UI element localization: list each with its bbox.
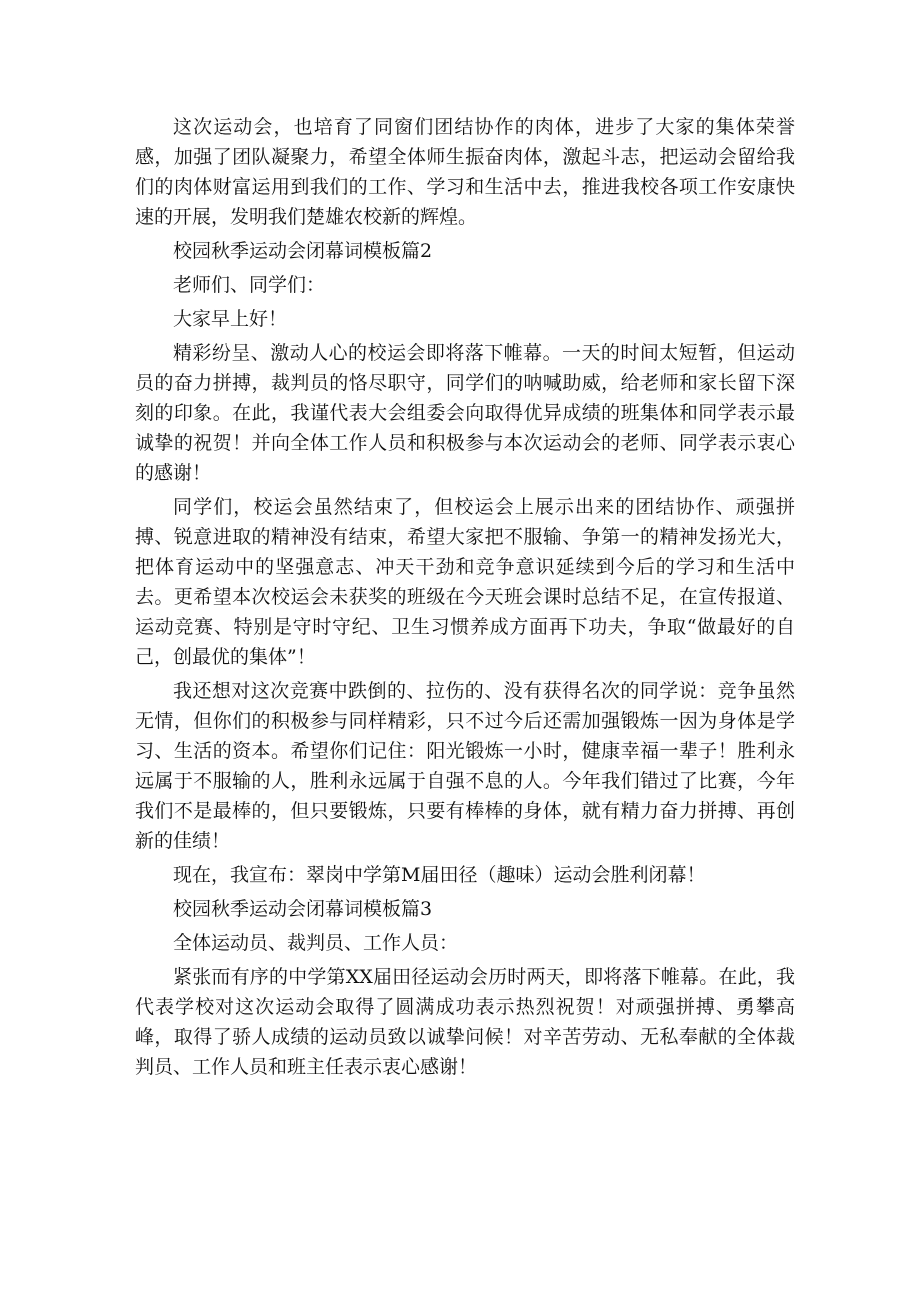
paragraph-1: 这次运动会，也培育了同窗们团结协作的肉体，进步了大家的集体荣誉感，加强了团队凝聚力，希望全体师生振奋肉体，激起斗志，把运动会留给我们的肉体财富运用到我们的工作、学习和生活中去，推进我校各项工作安康快速的开展，发明我们楚雄农校新的辉煌。 xyxy=(135,116,795,228)
paragraph-encouragement: 我还想对这次竞赛中跌倒的、拉伤的、没有获得名次的同学说：竞争虽然无情，但你们的积极参与同样精彩，只不过今后还需加强锻炼一因为身体是学习、生活的资本。希望你们记住：阳光锻炼一小时，健康幸福一辈子！胜利永远属于不服输的人，胜利永远属于自强不息的人。今年我们错过了比赛，今年我们不是最棒的，但只要锻炼，只要有棒棒的身体，就有精力奋力拼搏、再创新的佳绩！ xyxy=(135,680,795,852)
document-body xyxy=(135,112,795,1086)
paragraph-spirit: 同学们，校运会虽然结束了，但校运会上展示出来的团结协作、顽强拼搏、锐意进取的精神没有结束，希望大家把不服输、争第一的精神发扬光大，把体育运动中的坚强意志、冲天干劲和竞争意识延续到今后的学习和生活中去。更希望本次校运会未获奖的班级在今天班会课时总结不足，在宣传报道、运动竞赛、特别是守时守纪、卫生习惯养成方面再下功夫，争取“做最好的自己，创最优的集体”！ xyxy=(135,496,795,668)
paragraph-congratulations: 紧张而有序的中学第XX届田径运动会历时两天，即将落下帷幕。在此，我代表学校对这次运动会取得了圆满成功表示热烈祝贺！对顽强拼搏、勇攀高峰，取得了骄人成绩的运动员致以诚挚问候！对辛苦劳动、无私奉献的全体裁判员、工作人员和班主任表示衷心感谢！ xyxy=(135,966,795,1078)
section-heading-3: 校园秋季运动会闭幕词模板篇3 xyxy=(173,898,433,920)
greeting-good-morning: 大家早上好！ xyxy=(173,308,288,330)
paragraph-declaration: 现在，我宣布：翠岗中学第M届田径（趣味）运动会胜利闭幕！ xyxy=(173,864,706,886)
section-heading-2: 校园秋季运动会闭幕词模板篇2 xyxy=(173,240,433,262)
salutation-teachers-students: 老师们、同学们： xyxy=(173,274,326,296)
paragraph-closing-intro: 精彩纷呈、激动人心的校运会即将落下帷幕。一天的时间太短暂，但运动员的奋力拼搏，裁判员的恪尽职守，同学们的呐喊助威，给老师和家长留下深刻的印象。在此，我谨代表大会组委会向取得优异成绩的班集体和同学表示最诚挚的祝贺！并向全体工作人员和积极参与本次运动会的老师、同学表示衷心的感谢！ xyxy=(135,342,795,484)
salutation-athletes-staff: 全体运动员、裁判员、工作人员： xyxy=(173,932,459,954)
